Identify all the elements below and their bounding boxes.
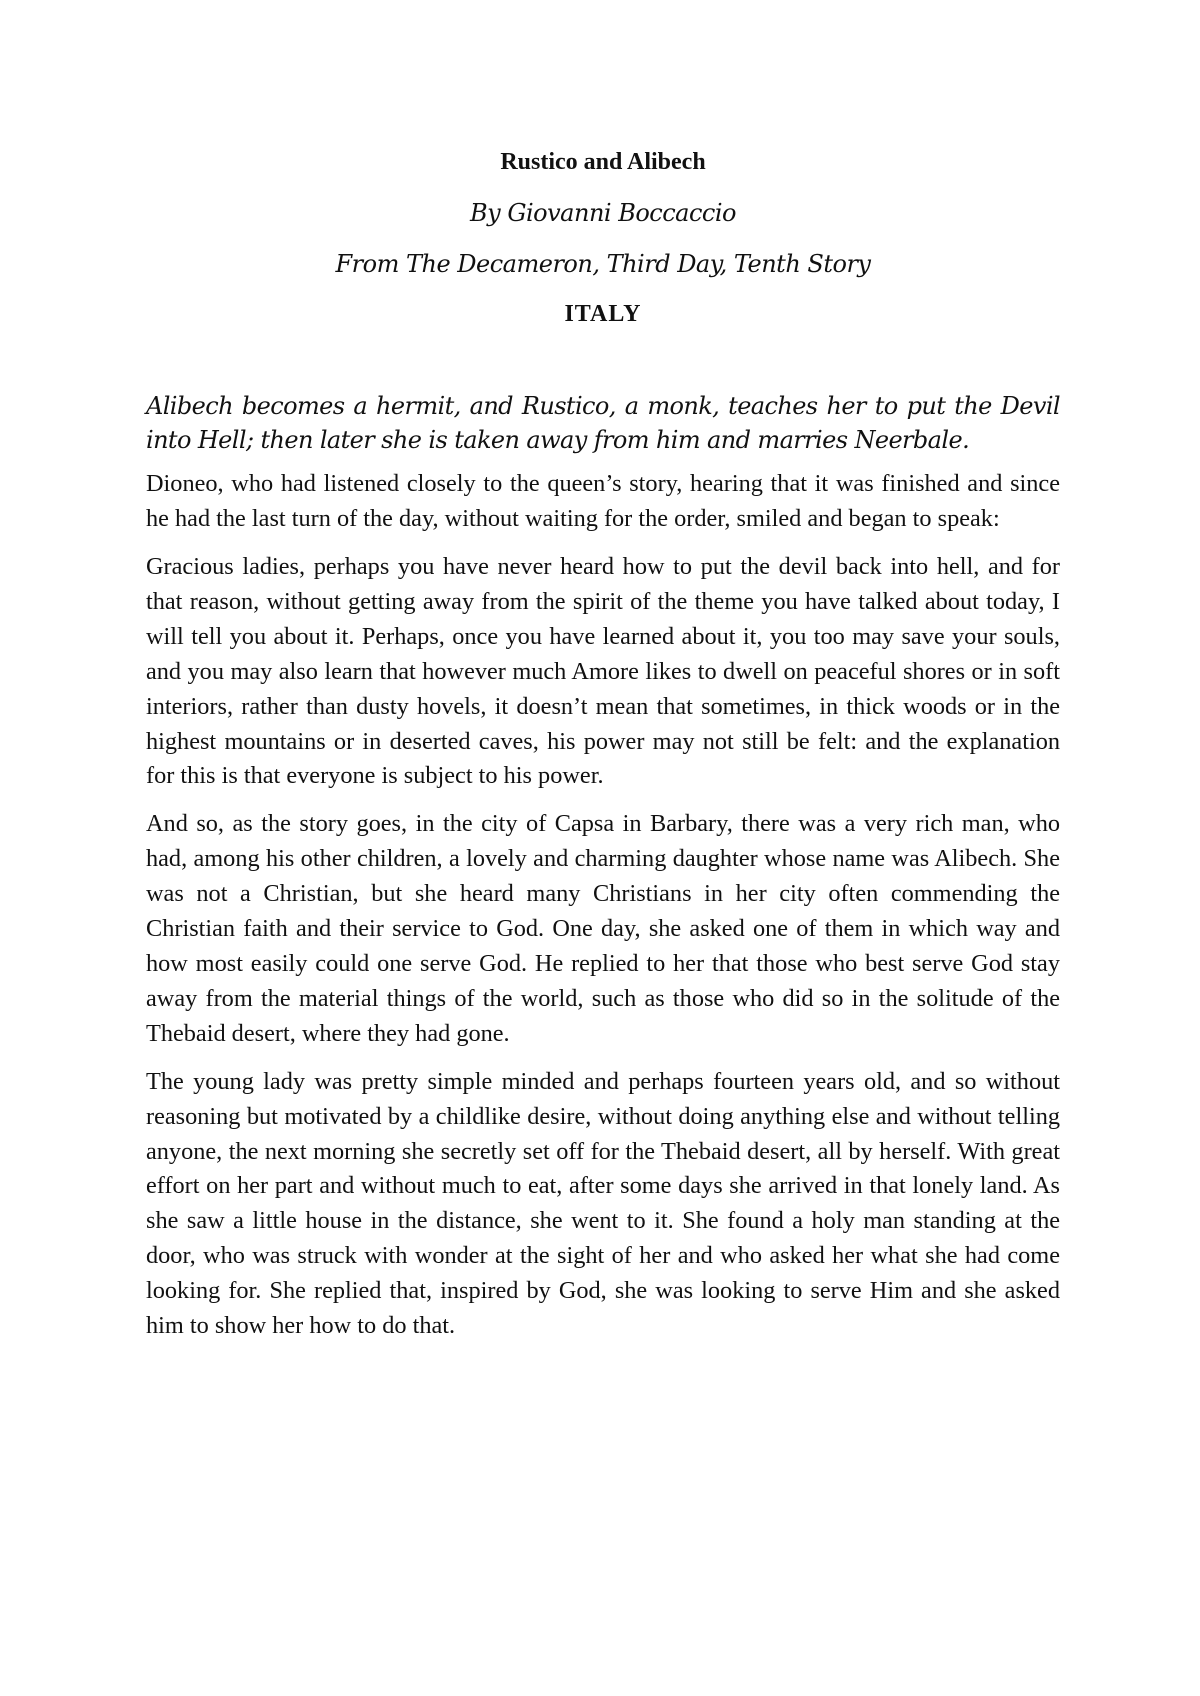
source-line: From The Decameron, Third Day, Tenth Story (335, 249, 871, 278)
story-summary: Alibech becomes a hermit, and Rustico, a monk, teaches her to put the Devil into Hell; then later she is taken away from him and marries Neerbale. (146, 392, 1060, 455)
body-paragraph-4: The young lady was pretty simple minded and perhaps fourteen years old, and so without reasoning but motivated by a childlike desire, without doing anything else and without telling anyone, the next morning she secretly set off for the Thebaid desert, all by herself. With great effort on her part and without much to eat, after some days she arrived in that lonely land. As she saw a little house in the distance, she went to it. She found a holy man standing at the door, who was struck with wonder at the sight of her and who asked her what she had come looking for. She replied that, inspired by God, she was looking to serve Him and she asked him to show her how to do that. (146, 1067, 1060, 1340)
author-byline: By Giovanni Boccaccio (470, 198, 736, 227)
story-title: Rustico and Alibech (500, 149, 706, 175)
body-paragraph-3: And so, as the story goes, in the city of Capsa in Barbary, there was a very rich man, who had, among his other children, a lovely and charming daughter whose name was Alibech. She was not a Christian, but she heard many Christians in her city often commending the Christian faith and their service to God. One day, she asked one of them in which way and how most easily could one serve God. He replied to her that those who best serve God stay away from the material things of the world, such as those who did so in the solitude of the Thebaid desert, where they had gone. (146, 810, 1060, 1047)
body-paragraph-1: Dioneo, who had listened closely to the queen’s story, hearing that it was finished and since he had the last turn of the day, without waiting for the order, smiled and began to speak: (146, 470, 1060, 533)
document-page (146, 138, 1060, 1357)
country-heading: ITALY (564, 301, 642, 328)
body-paragraph-2: Gracious ladies, perhaps you have never heard how to put the devil back into hell, and for that reason, without getting away from the spirit of the theme you have talked about today, I will tell you about it. Perhaps, once you have learned about it, you too may save your souls, and you may also learn that however much Amore likes to dwell on peaceful shores or in soft interiors, rather than dusty hovels, it doesn’t mean that sometimes, in thick woods or in the highest mountains or in deserted caves, his power may not still be felt: and the explanation for this is that everyone is subject to his power. (146, 553, 1060, 790)
